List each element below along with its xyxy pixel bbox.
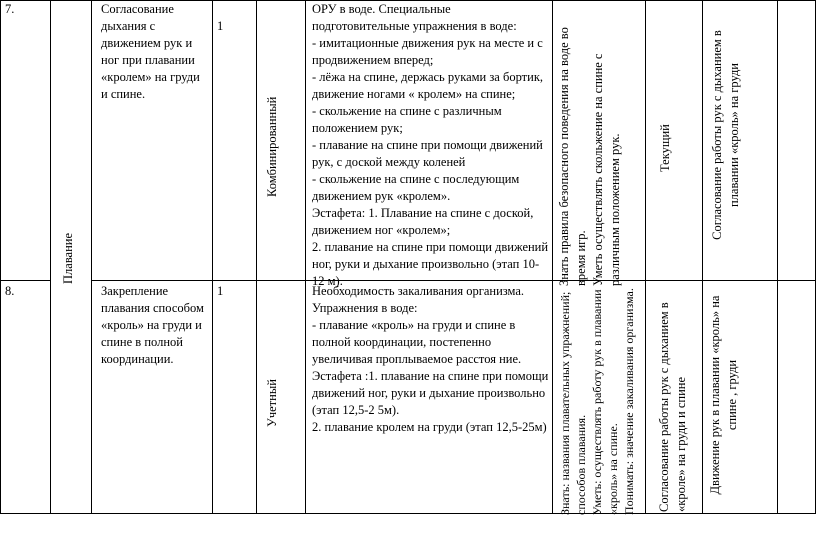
requirement-line: Знать правила безопасного поведения на воде во время игр. xyxy=(557,27,588,286)
content-line: - скольжение на спине с последующим движением рук «кролем». xyxy=(312,172,520,203)
requirement-line: Уметь осуществлять скольжение на спине с различным положением рук. xyxy=(591,53,622,286)
column-divider xyxy=(645,0,646,514)
row-divider xyxy=(0,280,50,281)
column-divider xyxy=(212,0,213,514)
lesson-title: Закрепление плавания способом «кроль» на груди и спине в полной координации. xyxy=(101,284,204,366)
homework: Согласование работы рук с дыханием в плавании «кроль» на груди xyxy=(710,30,741,240)
lesson-type: Учетный xyxy=(265,379,279,427)
table-border-bottom xyxy=(0,513,816,514)
content-line: - скольжение на спине с различным положением рук; xyxy=(312,104,502,135)
content-line: 2. плавание на спине при помощи движений ног, руки и дыхание произвольно (этап 10-12 м). xyxy=(312,240,549,288)
column-divider xyxy=(91,0,92,514)
column-divider xyxy=(256,0,257,514)
column-divider xyxy=(0,0,1,514)
requirements xyxy=(556,8,624,286)
content-line: Упражнения в воде: xyxy=(312,301,418,315)
requirement-line: Знать: названия плавательных упражнений; способов плавания. xyxy=(558,291,588,515)
content-line: Эстафета :1. плавание на спине при помощи движений ног, руки и дыхание произвольно (этап 12,5-2 5м). xyxy=(312,369,549,417)
lesson-content xyxy=(312,1,550,290)
requirement-line: Уметь: осуществлять работу рук в плавании «кроль» на спине. xyxy=(590,289,620,515)
content-line: - лёжа на спине, держась руками за бортик, движение ногами « кролем» на спине; xyxy=(312,70,544,101)
lesson-number: 7. xyxy=(5,2,15,16)
lesson-hours: 1 xyxy=(217,284,224,298)
column-divider xyxy=(552,0,553,514)
content-line: - плавание «кроль» на груди и спине в полной координации, постепенно увеличивая проплываемое расстоя ние. xyxy=(312,318,522,366)
column-divider xyxy=(50,0,51,514)
column-divider xyxy=(702,0,703,514)
lesson-type: Комбинированный xyxy=(265,96,279,197)
column-divider xyxy=(777,0,778,514)
content-line: ОРУ в воде. Специальные подготовительные упражнения в воде: xyxy=(312,2,517,33)
lesson-hours: 1 xyxy=(217,19,224,33)
content-line: Необходимость закаливания организма. xyxy=(312,284,525,298)
control-type: Текущий xyxy=(658,124,672,172)
content-line: 2. плавание кролем на груди (этап 12,5-25м) xyxy=(312,420,547,434)
requirements xyxy=(557,283,637,515)
content-line: - плавание на спине при помощи движений рук, с доской между коленей xyxy=(312,138,543,169)
homework: Движение рук в плавании «кроль» на спине , груди xyxy=(708,295,739,495)
control-type: Согласование работы рук с дыханием в «кроле» на груди и спине xyxy=(657,302,688,512)
lesson-number: 8. xyxy=(5,284,15,298)
lesson-content xyxy=(312,283,550,436)
column-divider xyxy=(305,0,306,514)
lesson-title: Согласование дыхания с движением рук и ног при плавании «кролем» на груди и спине. xyxy=(101,2,200,101)
topic-label: Плавание xyxy=(61,232,75,284)
requirement-line: Понимать: значение закаливания организма. xyxy=(622,288,636,515)
content-line: Эстафета: 1. Плавание на спине с доской, движением ног «кролем»; xyxy=(312,206,534,237)
content-line: - имитационные движения рук на месте и с продвижением вперед; xyxy=(312,36,543,67)
